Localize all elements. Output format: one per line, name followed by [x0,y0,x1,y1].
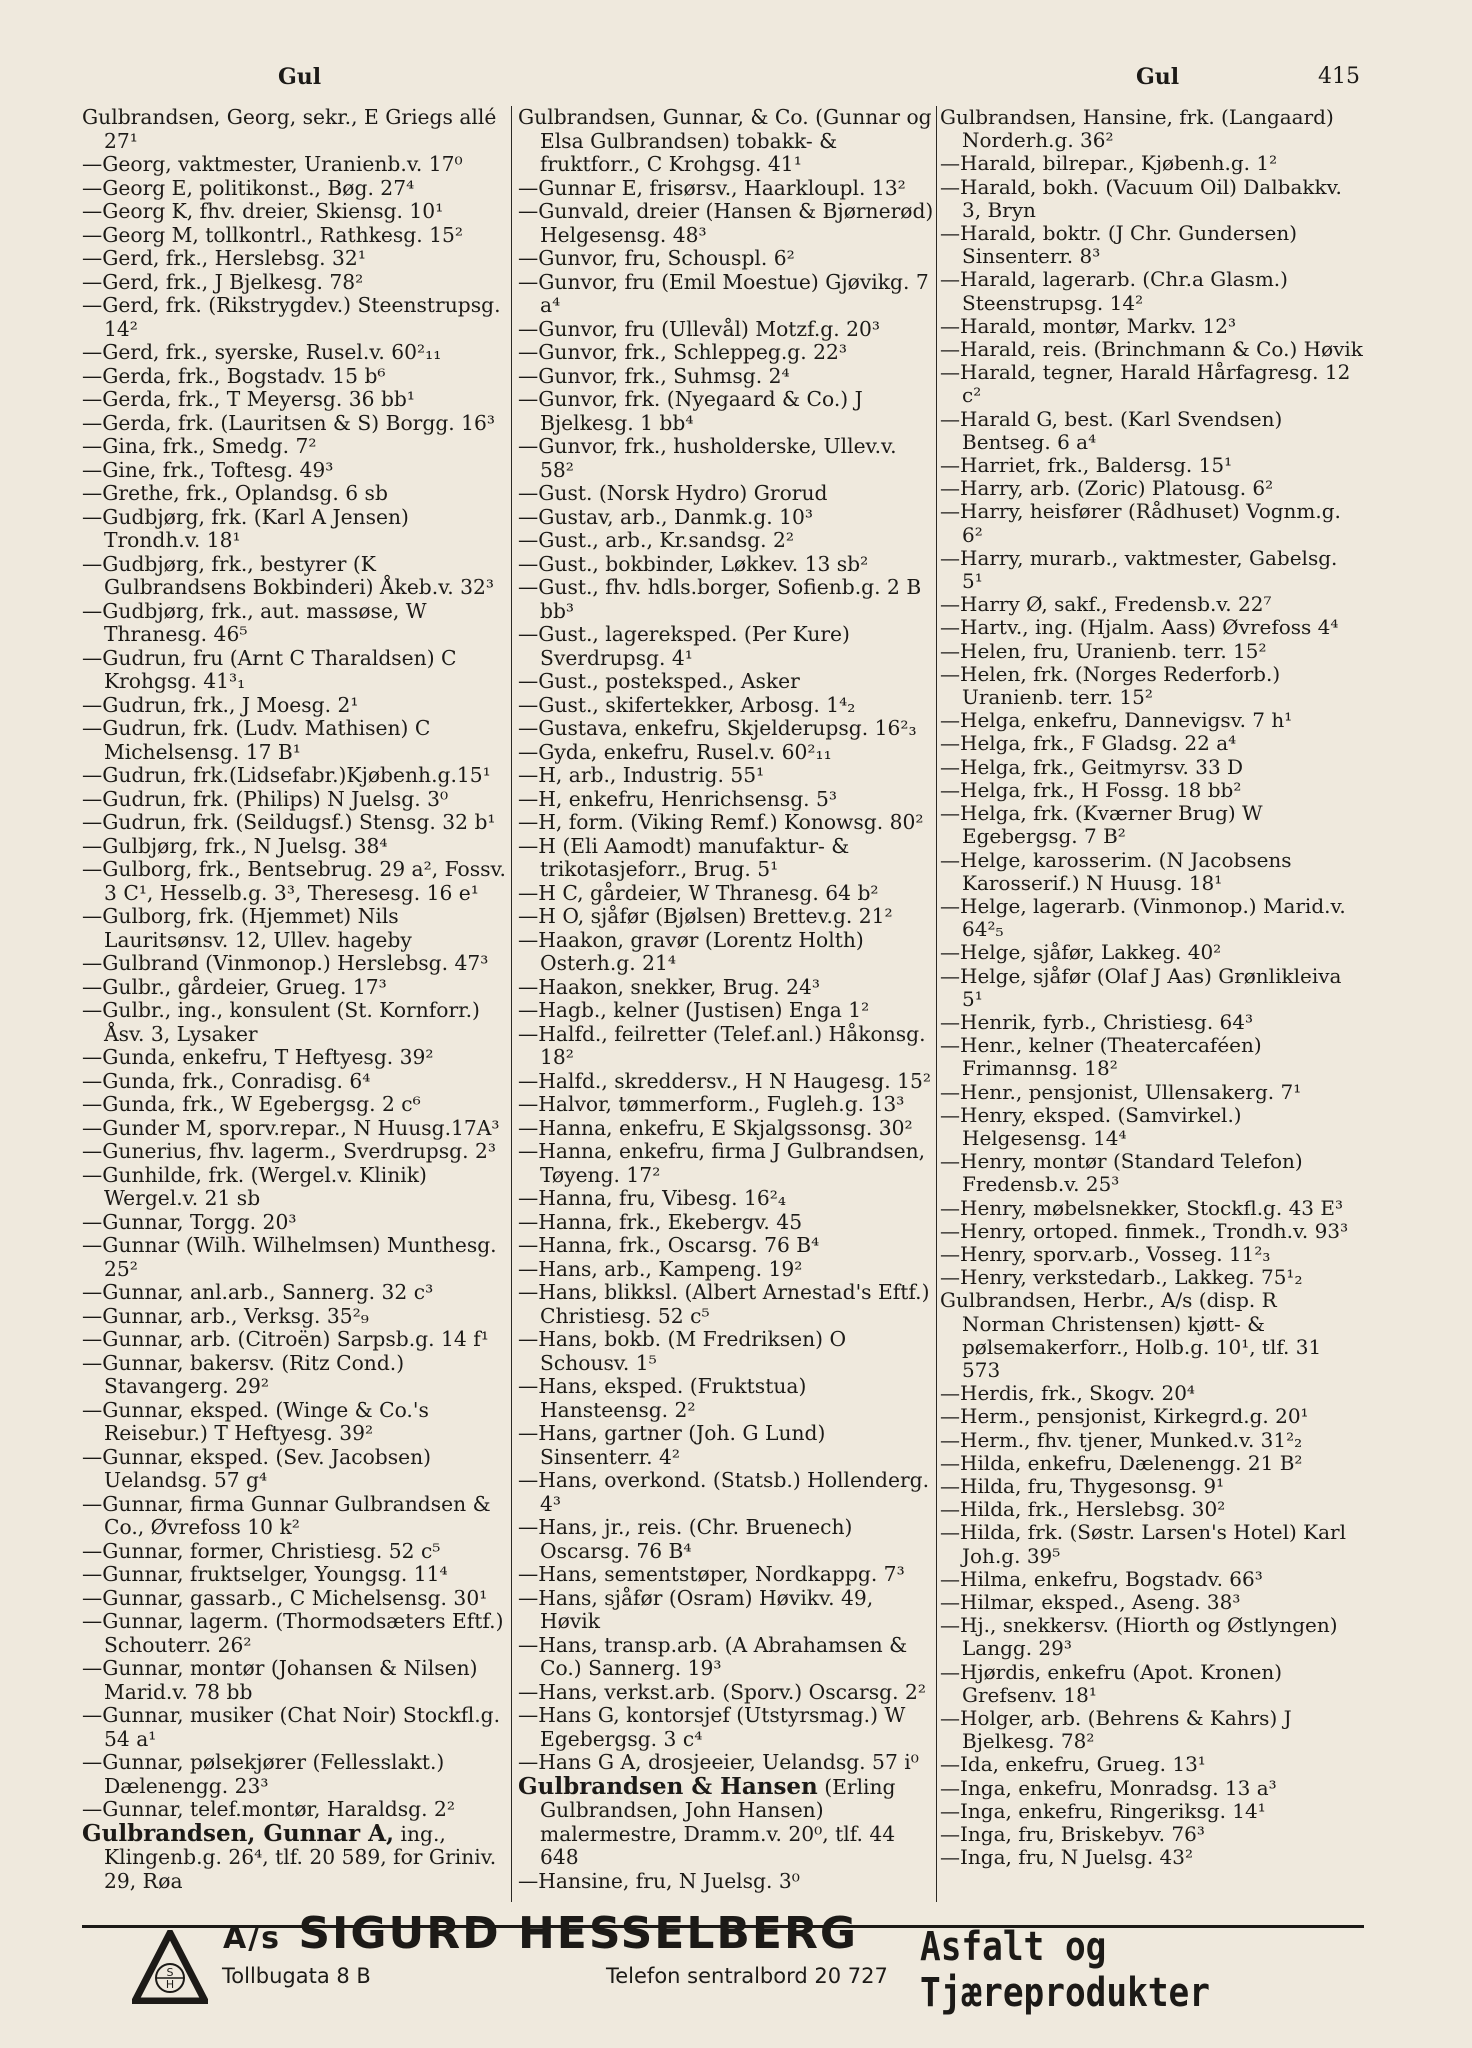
svg-text:S: S [166,1966,174,1979]
directory-entry: —Gerda, frk., Bogstadv. 15 b⁶ [82,363,386,388]
directory-entry: Gulbrandsen, Gunnar, & Co. (Gunnar og Elsa Gulbrandsen) tobakk- & fruktforr., C Krohgsg. 41¹ [518,105,932,176]
directory-entry: —Hans, sementstøper, Nordkappg. 7³ [518,1562,905,1586]
directory-entry: —Grethe, frk., Oplandsg. 6 sb [82,481,388,505]
directory-entry: —Henr., kelner (Theatercaféen) Frimannsg. 18² [940,1033,1262,1081]
company-title: SIGURD HESSELBERG [298,1908,858,1959]
directory-entry: —Hanna, enkefru, E Skjalgssonsg. 30² [518,1115,913,1140]
directory-entry: —Gunnar, arb. (Citroën) Sarpsb.g. 14 f¹ [82,1327,489,1351]
directory-entry: —Gerda, frk., T Meyersg. 36 bb¹ [82,387,415,411]
directory-entry: —Gerd, frk. (Rikstrygdev.) Steenstrupsg. 14² [82,293,501,341]
directory-entry: —Hans, eksped. (Fruktstua) Hansteensg. 2² [518,1374,807,1422]
directory-entry: —Gunda, frk., Conradisg. 6⁴ [82,1068,371,1093]
directory-entry: —Gudbjørg, frk. (Karl A Jensen) Trondh.v. 18¹ [82,504,409,552]
directory-entry: —H O, sjåfør (Bjølsen) Brettev.g. 21² [518,904,893,928]
directory-entry: —Halfd., skreddersv., H N Haugesg. 15² [518,1068,931,1093]
directory-entry: Gulbrandsen, Hansine, frk. (Langaard) Norderh.g. 36² [940,105,1334,153]
directory-entry: —Gust. (Norsk Hydro) Grorud [518,481,828,505]
directory-entry: —Harald, tegner, Harald Hårfagresg. 12 c² [940,360,1351,408]
directory-entry: —Gunhilde, frk. (Wergel.v. Klinik) Wergel.v. 21 sb [82,1162,427,1210]
directory-entry: —Helen, fru, Uranienb. terr. 15² [940,638,1267,663]
directory-entry: —Henrik, fyrb., Christiesg. 64³ [940,1009,1254,1034]
company-name [223,1908,858,1959]
directory-entry: —Hans, jr., reis. (Chr. Bruenech) Oscarsg. 76 B⁴ [518,1515,853,1563]
directory-entry: —Gunnar, former, Christiesg. 52 c⁵ [82,1538,441,1563]
directory-entry-bold [518,1772,936,1870]
directory-entry: —Harald, reis. (Brinchmann & Co.) Høvik [940,337,1363,362]
page-number: 415 [1318,64,1360,89]
directory-entry: —Gunnar, eksped. (Winge & Co.'s Reisebur.) T Heftyesg. 39² [82,1397,429,1445]
directory-entry: —Hilmar, eksped., Aseng. 38³ [940,1590,1241,1614]
directory-entry: —Helen, frk. (Norges Rederforb.) Uranienb. terr. 15² [940,661,1281,710]
directory-entry: —Gerd, frk., Herslebsg. 32¹ [82,246,366,270]
directory-entry: —Hartv., ing. (Hjalm. Aass) Øvrefoss 4⁴ [940,615,1339,640]
directory-entry: —Harriet, frk., Baldersg. 15¹ [940,453,1233,478]
directory-entry: —Gulborg, frk., Bentsebrug. 29 a², Fossv. 3 C¹, Hesselb.g. 3³, Theresesg. 16 e¹ [82,857,506,905]
directory-entry: —Gina, frk., Smedg. 7² [82,434,317,458]
directory-entry: —Gunnar, Torgg. 20³ [82,1209,297,1234]
directory-entry: —Hanna, frk., Ekebergv. 45 [518,1209,803,1234]
directory-entry: —Gudrun, fru (Arnt C Tharaldsen) C Krohgsg. 41³₁ [82,645,457,693]
directory-entry: —Gudrun, frk., J Moesg. 2¹ [82,692,359,717]
directory-column-2 [518,106,936,1893]
directory-entry: —Ida, enkefru, Grueg. 13¹ [940,1752,1206,1777]
directory-entry: —Gunvor, fru (Emil Moestue) Gjøvikg. 7 a⁴ [518,269,929,317]
directory-entry: —Georg, vaktmester, Uranienb.v. 17⁰ [82,152,463,176]
directory-entry: —Harald, montør, Markv. 12³ [940,313,1236,338]
directory-entry: —Gulbjørg, frk., N Juelsg. 38⁴ [82,833,388,858]
directory-entry: —Hans, blikksl. (Albert Arnestad's Eftf.) Christiesg. 52 c⁵ [518,1280,930,1328]
directory-entry: —Gustav, arb., Danmk.g. 10³ [518,504,813,529]
directory-entry: —Gunnar, anl.arb., Sannerg. 32 c³ [82,1280,434,1304]
directory-entry: —Hj., snekkersv. (Hiorth og Østlyngen) Langg. 29³ [940,1613,1338,1661]
directory-entry: —Gunnar E, frisørsv., Haarkloupl. 13² [518,175,906,200]
directory-entry: —Gudbjørg, frk., bestyrer (K Gulbrandsens Bokbinderi) Åkeb.v. 32³ [82,551,495,599]
directory-entry: —Hans, transp.arb. (A Abrahamsen & Co.) Sannerg. 19³ [518,1632,908,1680]
directory-entry: —Gunnar, telef.montør, Haraldsg. 2² [82,1797,455,1821]
company-address: Tollbugata 8 B [222,1964,371,1988]
directory-entry: —Hilda, enkefru, Dælenengg. 21 B² [940,1450,1303,1475]
directory-entry: —Hagb., kelner (Justisen) Enga 1² [518,998,870,1022]
directory-entry: —Georg E, politikonst., Bøg. 27⁴ [82,175,415,200]
directory-entry: —Hilda, fru, Thygesonsg. 9¹ [940,1473,1225,1498]
directory-entry: —Henry, sporv.arb., Vosseg. 11²₃ [940,1241,1271,1266]
directory-entry: —Gunnar, arb., Verksg. 35²₉ [82,1303,369,1328]
directory-entry: —Hjørdis, enkefru (Apot. Kronen) Grefsenv. 18¹ [940,1659,1283,1707]
company-products: Asfalt og Tjæreprodukter [920,1924,1210,2016]
directory-entry: —Inga, enkefru, Monradsg. 13 a³ [940,1775,1277,1800]
directory-entry: —Halvor, tømmerform., Fugleh.g. 13³ [518,1092,905,1116]
directory-entry: —Inga, fru, Briskebyv. 76³ [940,1822,1205,1847]
directory-entry: —Gulbrand (Vinmonop.) Herslebsg. 47³ [82,951,489,975]
directory-entry: —Gunnar (Wilh. Wilhelmsen) Munthesg. 25² [82,1233,497,1281]
directory-entry: —Gust., bokbinder, Løkkev. 13 sb² [518,551,869,576]
directory-entry: —Hilda, frk., Herslebsg. 30² [940,1497,1226,1522]
directory-entry: —Helga, frk., Geitmyrsv. 33 D [940,754,1244,779]
company-phone: Telefon sentralbord 20 727 [606,1964,888,1988]
directory-entry: —Gyda, enkefru, Rusel.v. 60²₁₁ [518,739,832,764]
directory-entry: —Hans, gartner (Joh. G Lund) Sinsenterr. 4² [518,1421,826,1469]
svg-text:H: H [165,1978,175,1991]
directory-entry: —Gunnar, musiker (Chat Noir) Stockfl.g. 54 a¹ [82,1703,501,1751]
directory-entry: —Gine, frk., Toftesg. 49³ [82,457,334,482]
directory-entry: —Harry, murarb., vaktmester, Gabelsg. 5¹ [940,545,1338,594]
directory-entry: —Gunvor, fru (Ullevål) Motzf.g. 20³ [518,316,881,341]
directory-entry: —Gust., skifertekker, Arbosg. 1⁴₂ [518,692,856,717]
directory-entry: —Gunnar, gassarb., C Michelsensg. 30¹ [82,1585,488,1610]
directory-entry: —Gunvor, fru, Schouspl. 6² [518,246,795,270]
directory-entry: —Helge, karosserim. (N Jacobsens Karosserif.) N Huusg. 18¹ [940,847,1292,895]
entry-text: (Erling Gulbrandsen, John Hansen) malermestre, Dramm.v. 20⁰, tlf. 44 648 [540,1774,896,1869]
directory-entry: —Gudrun, frk. (Seildugsf.) Stensg. 32 b¹ [82,810,496,834]
directory-entry: —Inga, enkefru, Ringeriksg. 14¹ [940,1798,1266,1823]
directory-entry: —Haakon, gravør (Lorentz Holth) Osterh.g. 21⁴ [518,927,864,975]
directory-entry: —Henry, verkstedarb., Lakkeg. 75¹₂ [940,1265,1303,1290]
directory-entry: —Gunvald, dreier (Hansen & Bjørnerød) Helgesensg. 48³ [518,199,934,247]
directory-entry: —Helga, enkefru, Dannevigsv. 7 h¹ [940,708,1293,733]
directory-entry: —Harry, heisfører (Rådhuset) Vognm.g. 6² [940,499,1341,547]
directory-entry: —Gerd, frk., syerske, Rusel.v. 60²₁₁ [82,340,442,364]
directory-entry: —Harald, bilrepar., Kjøbenh.g. 1² [940,151,1278,176]
directory-entry: —Henry, montør (Standard Telefon) Fredensb.v. 25³ [940,1149,1303,1197]
directory-entry: —Henry, eksped. (Samvirkel.) Helgesensg. 14⁴ [940,1102,1242,1150]
directory-entry: —Gunvor, frk. (Nyegaard & Co.) J Bjelkesg. 1 bb⁴ [518,387,863,435]
directory-entry: —Gulbr., gårdeier, Grueg. 17³ [82,974,387,999]
directory-entry: —Haakon, snekker, Brug. 24³ [518,974,821,999]
company-prefix: A/s [223,1921,282,1956]
directory-entry: —Henry, ortoped. finmek., Trondh.v. 93³ [940,1218,1349,1243]
directory-entry: —Gunerius, fhv. lagerm., Sverdrupsg. 2³ [82,1139,496,1163]
entry-bold-name: Gulbrandsen, Gunnar A, [82,1819,395,1847]
directory-entry: —Gudrun, frk. (Philips) N Juelsg. 3⁰ [82,786,449,811]
directory-entry: —Harry, arb. (Zoric) Platousg. 6² [940,476,1274,501]
directory-entry: —Helga, frk., F Gladsg. 22 a⁴ [940,731,1237,756]
directory-entry: —Herm., fhv. tjener, Munked.v. 31²₂ [940,1427,1303,1452]
directory-entry: —Gudrun, frk. (Ludv. Mathisen) C Michelsensg. 17 B¹ [82,716,431,764]
directory-entry: —Georg M, tollkontrl., Rathkesg. 15² [82,222,464,247]
directory-entry: —H (Eli Aamodt) manufaktur- & trikotasjeforr., Brug. 5¹ [518,833,850,881]
directory-entry: —Gunnar, montør (Johansen & Nilsen) Marid.v. 78 bb [82,1656,478,1704]
directory-entry: —Henr., pensjonist, Ullensakerg. 7¹ [940,1079,1302,1104]
running-header-left: Gul [278,64,322,90]
directory-entry: —Henry, møbelsnekker, Stockfl.g. 43 E³ [940,1195,1343,1220]
entry-text: ing., Klingenb.g. 26⁴, tlf. 20 589, for Griniv. 29, Røa [104,1821,497,1893]
directory-entry: —Georg K, fhv. dreier, Skiensg. 10¹ [82,199,444,223]
directory-entry: —Gust., lagereksped. (Per Kure) Sverdrupsg. 4¹ [518,622,850,670]
directory-entry: —Hansine, fru, N Juelsg. 3⁰ [518,1868,800,1893]
directory-entry: —Gudrun, frk.(Lidsefabr.)Kjøbenh.g.15¹ [82,763,491,787]
directory-entry: —Hans, verkst.arb. (Sporv.) Oscarsg. 2² [518,1679,926,1704]
triangle-logo-icon [132,1930,208,2004]
directory-entry: —Gunvor, frk., husholderske, Ullev.v. 58² [518,434,897,482]
directory-entry: —Harald G, best. (Karl Svendsen) Bentseg. 6 a⁴ [940,406,1283,454]
directory-entry: —Herm., pensjonist, Kirkegrd.g. 20¹ [940,1404,1309,1429]
directory-entry: —Gudbjørg, frk., aut. massøse, W Thranesg. 46⁵ [82,598,427,646]
running-header-center: Gul [1136,64,1180,90]
directory-entry: —Harald, boktr. (J Chr. Gundersen) Sinsenterr. 8³ [940,221,1298,269]
directory-entry: —H C, gårdeier, W Thranesg. 64 b² [518,880,879,905]
directory-column-1 [82,106,508,1893]
directory-entry: —H, enkefru, Henrichsensg. 5³ [518,786,838,811]
directory-entry: —Hans G A, drosjeeier, Uelandsg. 57 i⁰ [518,1750,919,1774]
directory-entry: —Hans, overkond. (Statsb.) Hollenderg. 4³ [518,1468,930,1516]
column-divider [936,106,937,1902]
directory-entry: —Gunnar, pølsekjører (Fellesslakt.) Dælenengg. 23³ [82,1750,445,1798]
directory-entry: —Hilda, frk. (Søstr. Larsen's Hotel) Karl Joh.g. 39⁵ [940,1520,1346,1568]
directory-entry: Gulbrandsen, Herbr., A/s (disp. R Norman Christensen) kjøtt- & pølsemakerforr., Holb.g. 10¹, tlf. 31 573 [940,1288,1322,1382]
directory-entry: —Hans, sjåfør (Osram) Høvikv. 49, Høvik [518,1585,874,1633]
directory-entry: —Gunnar, bakersv. (Ritz Cond.) Stavangerg. 29² [82,1350,405,1398]
directory-entry: —Gustava, enkefru, Skjelderupsg. 16²₃ [518,716,917,740]
directory-entry-bold [82,1819,508,1894]
directory-entry: —Harry Ø, sakf., Fredensb.v. 22⁷ [940,592,1272,617]
directory-entry: —Hans G, kontorsjef (Utstyrsmag.) W Egebergsg. 3 c⁴ [518,1703,906,1751]
directory-entry: —Gunda, enkefru, T Heftyesg. 39² [82,1045,434,1069]
directory-entry: —Hans, arb., Kampeng. 19² [518,1256,803,1281]
directory-entry: —Helge, sjåfør, Lakkeg. 40² [940,940,1222,965]
directory-entry: —H, arb., Industrig. 55¹ [518,763,765,787]
directory-entry: —H, form. (Viking Remf.) Konowsg. 80² [518,810,924,834]
directory-entry: —Herdis, frk., Skogv. 20⁴ [940,1381,1195,1406]
directory-entry: —Gunnar, lagerm. (Thormodsæters Eftf.) Schouterr. 26² [82,1609,504,1657]
directory-entry: —Gunda, frk., W Egebergsg. 2 c⁶ [82,1092,421,1116]
directory-entry: —Hans, bokb. (M Fredriksen) O Schousv. 1⁵ [518,1327,847,1375]
directory-entry: —Gust., fhv. hdls.borger, Sofienb.g. 2 B bb³ [518,575,922,623]
directory-entry: Gulbrandsen, Georg, sekr., E Griegs allé 27¹ [82,105,497,153]
directory-entry: —Gunder M, sporv.repar., N Huusg.17A³ [82,1115,500,1140]
directory-entry: —Halfd., feilretter (Telef.anl.) Håkonsg. 18² [518,1021,926,1069]
directory-entry: —Gerda, frk. (Lauritsen & S) Borgg. 16³ [82,410,496,435]
directory-entry: —Holger, arb. (Behrens & Kahrs) J Bjelkesg. 78² [940,1706,1292,1754]
directory-entry: —Hanna, frk., Oscarsg. 76 B⁴ [518,1233,820,1257]
directory-entry: —Helga, frk., H Fossg. 18 bb² [940,777,1242,802]
entry-bold-name: Gulbrandsen & Hansen [518,1772,818,1800]
directory-entry: —Harald, bokh. (Vacuum Oil) Dalbakkv. 3, Bryn [940,174,1342,222]
directory-entry: —Hilma, enkefru, Bogstadv. 66³ [940,1566,1263,1591]
directory-entry: —Hanna, fru, Vibesg. 16²₄ [518,1186,787,1210]
directory-column-3 [940,106,1364,1869]
directory-entry: —Helge, sjåfør (Olaf J Aas) Grønlikleiva 5¹ [940,963,1342,1011]
directory-entry: —Gerd, frk., J Bjelkesg. 78² [82,269,364,294]
directory-entry: —Helga, frk. (Kværner Brug) W Egebergsg. 7 B² [940,801,1263,849]
directory-entry: —Gunvor, frk., Suhmsg. 2⁴ [518,363,790,388]
directory-entry: —Helge, lagerarb. (Vinmonop.) Marid.v. 64²₅ [940,893,1346,942]
directory-entry: —Gulbr., ing., konsulent (St. Kornforr.) Åsv. 3, Lysaker [82,998,480,1046]
directory-entry: —Harald, lagerarb. (Chr.a Glasm.) Steenstrupsg. 14² [940,267,1288,315]
column-divider [511,106,512,1902]
directory-entry: —Hanna, enkefru, firma J Gulbrandsen, Tøyeng. 17² [518,1139,926,1187]
directory-entry: —Gunnar, firma Gunnar Gulbrandsen & Co., Øvrefoss 10 k² [82,1491,491,1539]
directory-entry: —Gust., posteksped., Asker [518,669,800,693]
directory-entry: —Gulborg, frk. (Hjemmet) Nils Lauritsønsv. 12, Ullev. hageby [82,904,412,952]
directory-entry: —Gust., arb., Kr.sandsg. 2² [518,528,795,552]
directory-entry: —Inga, fru, N Juelsg. 43² [940,1845,1194,1870]
directory-entry: —Gunnar, fruktselger, Youngsg. 11⁴ [82,1562,448,1586]
directory-entry: —Gunvor, frk., Schleppeg.g. 22³ [518,340,847,364]
directory-entry: —Gunnar, eksped. (Sev. Jacobsen) Uelandsg. 57 g⁴ [82,1444,432,1492]
